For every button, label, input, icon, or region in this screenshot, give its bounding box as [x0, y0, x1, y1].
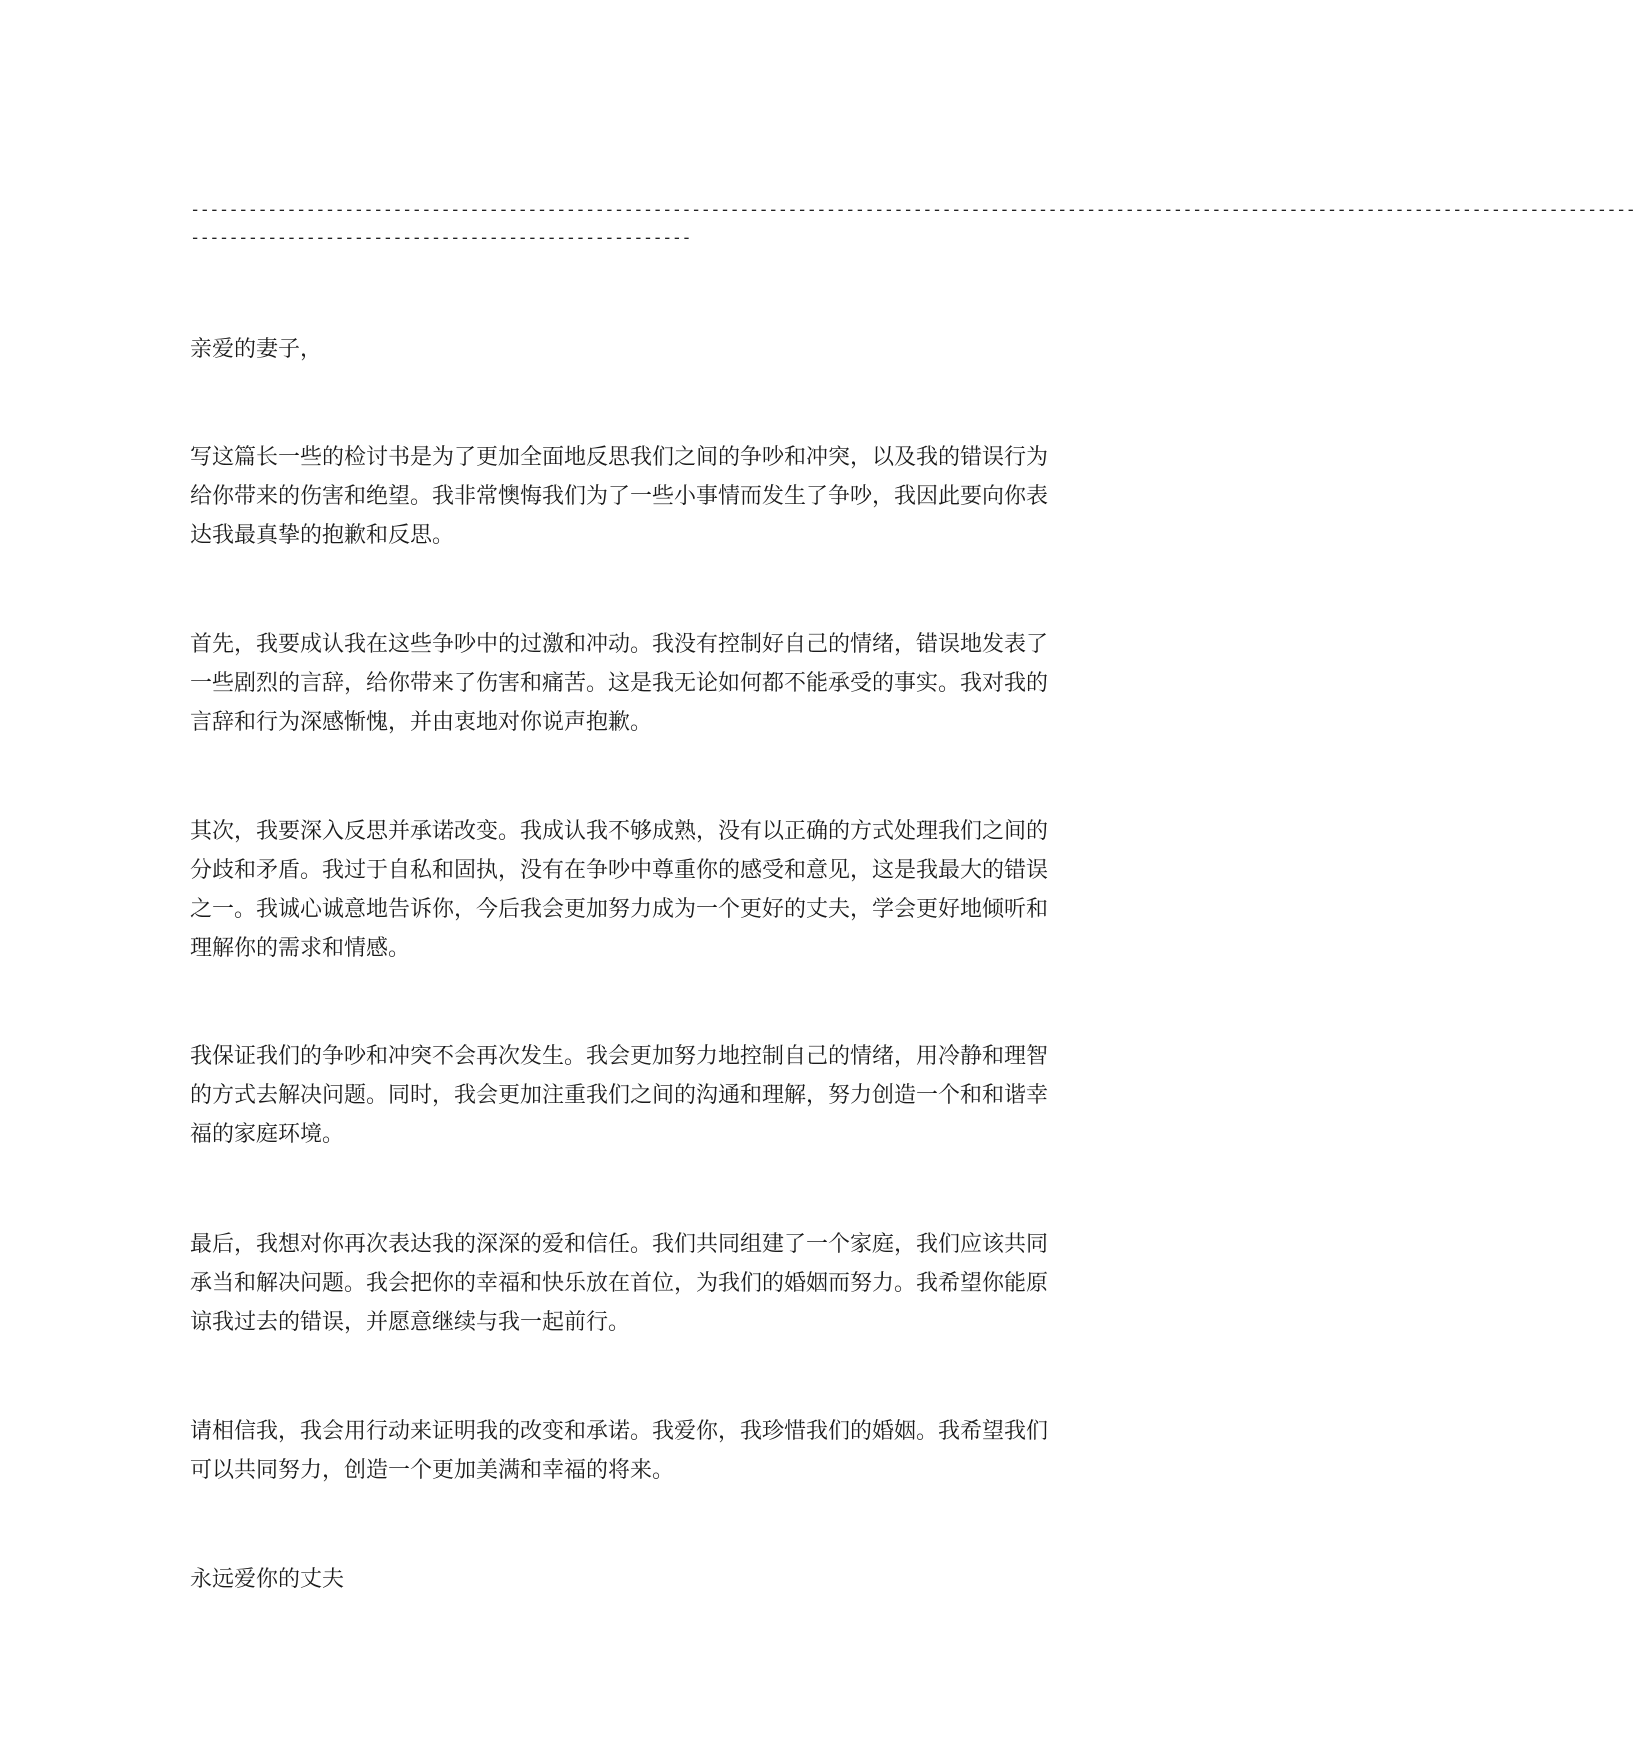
letter-signature: 永远爱你的丈夫	[190, 1567, 345, 1592]
letter-salutation: 亲爱的妻子，	[190, 337, 323, 362]
letter-paragraph-3: 其次，我要深入反思并承诺改变。我成认我不够成熟，没有以正确的方式处理我们之间的分歧和矛盾。我过于自私和固执，没有在争吵中尊重你的感受和意见，这是我最大的错误之一。我诚心诚意地告诉你，今后我会更加努力成为一个更好的丈夫，学会更好地倾听和理解你的需求和情感。	[190, 819, 1049, 961]
letter-paragraph-1: 写这篇长一些的检讨书是为了更加全面地反思我们之间的争吵和冲突，以及我的错误行为给你带来的伤害和绝望。我非常懊悔我们为了一些小事情而发生了争吵，我因此要向你表达我最真挚的抱歉和反思。	[190, 445, 1049, 548]
separator-line-bottom: ----------------------------------------------------	[190, 228, 692, 248]
letter-paragraph-6: 请相信我，我会用行动来证明我的改变和承诺。我爱你，我珍惜我们的婚姻。我希望我们可以共同努力，创造一个更加美满和幸福的将来。	[190, 1419, 1049, 1483]
letter-paragraph-4: 我保证我们的争吵和冲突不会再次发生。我会更加努力地控制自己的情绪，用冷静和理智的方式去解决问题。同时，我会更加注重我们之间的沟通和理解，努力创造一个和和谐幸福的家庭环境。	[190, 1044, 1049, 1147]
letter-paragraph-2: 首先，我要成认我在这些争吵中的过激和冲动。我没有控制好自己的情绪，错误地发表了一些剧烈的言辞，给你带来了伤害和痛苦。这是我无论如何都不能承受的事实。我对我的言辞和行为深感惭愧，并由衷地对你说声抱歉。	[190, 632, 1049, 735]
separator-line-top: ------------------------------------------------------------------------------------------------------------------------------------------------------	[190, 200, 1635, 220]
letter-paragraph-5: 最后，我想对你再次表达我的深深的爱和信任。我们共同组建了一个家庭，我们应该共同承当和解决问题。我会把你的幸福和快乐放在首位，为我们的婚姻而努力。我希望你能原谅我过去的错误，并愿意继续与我一起前行。	[190, 1232, 1049, 1335]
